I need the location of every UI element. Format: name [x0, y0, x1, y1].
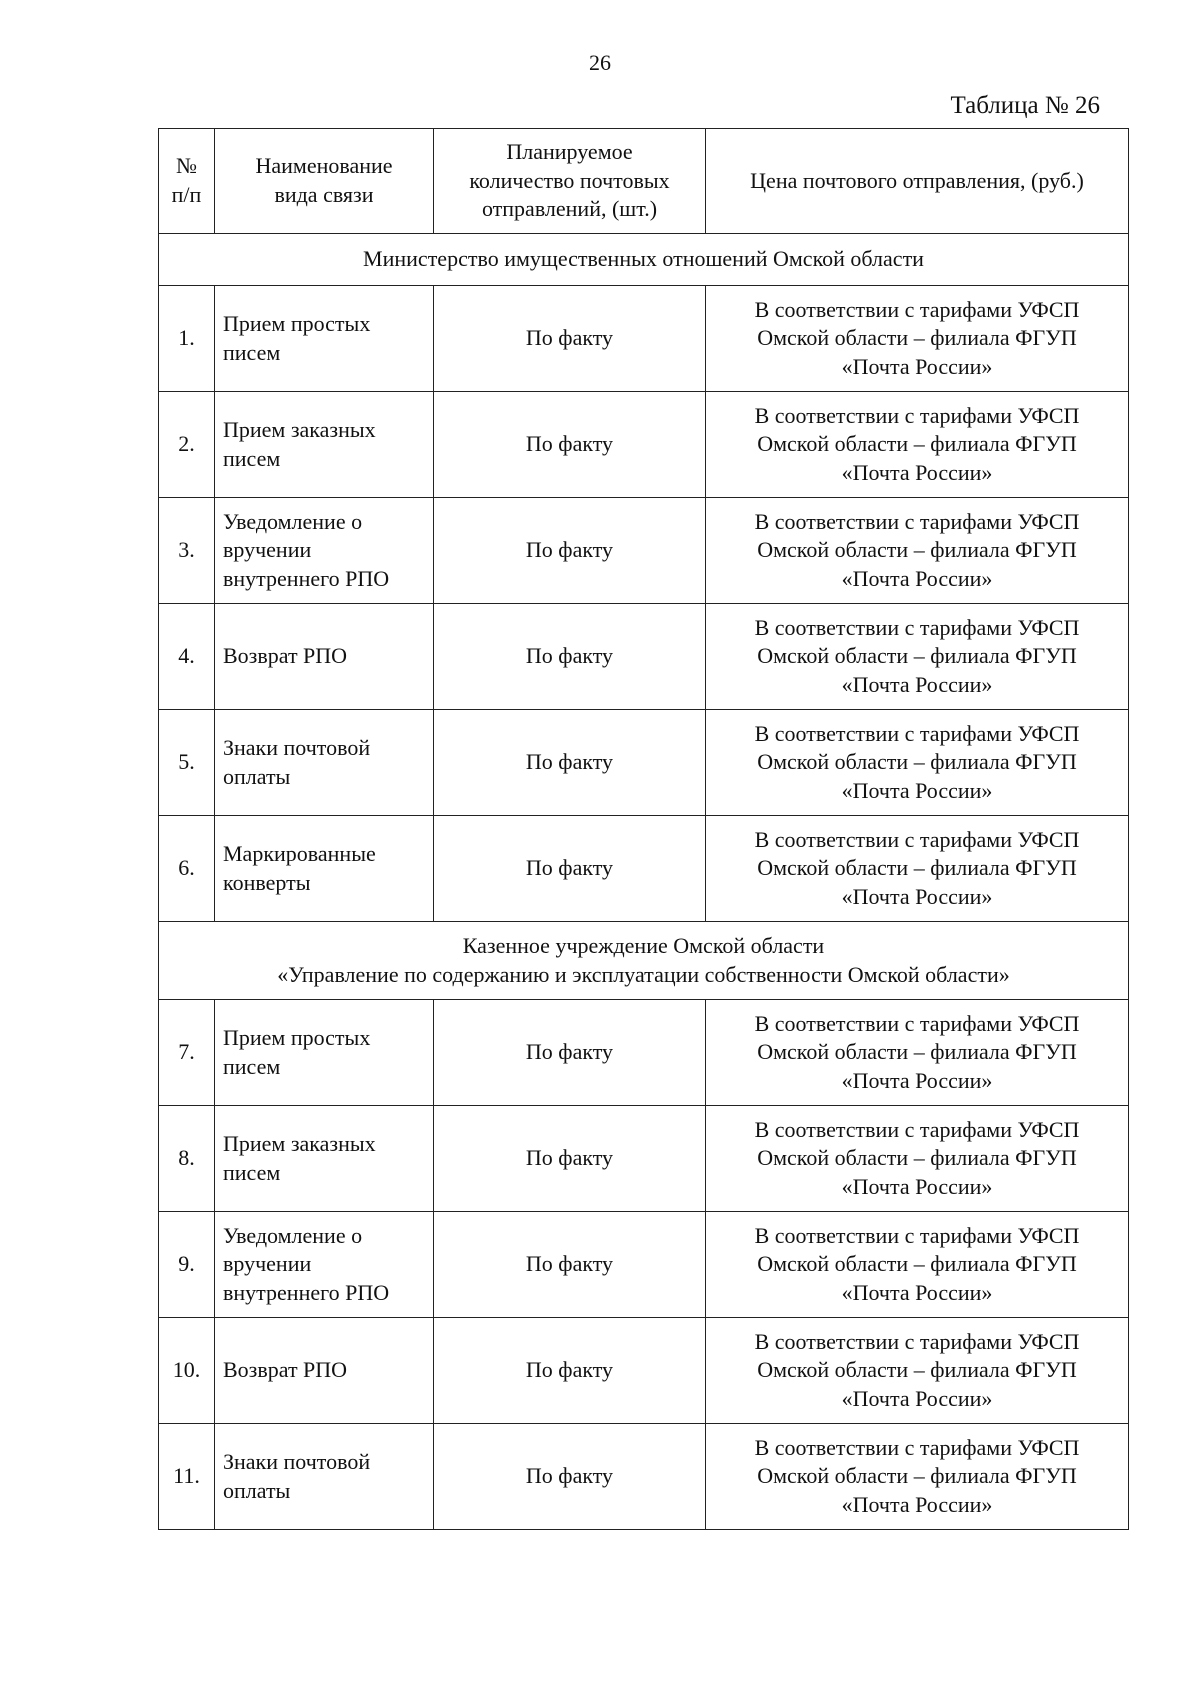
- planned-quantity: По факту: [434, 286, 706, 392]
- planned-quantity: По факту: [434, 392, 706, 498]
- planned-quantity: По факту: [434, 1000, 706, 1106]
- service-name: Уведомление о вручении внутреннего РПО: [215, 1212, 434, 1318]
- row-number: 9.: [159, 1212, 215, 1318]
- header-qty: Планируемое количество почтовых отправлений, (шт.): [434, 129, 706, 234]
- table-row: [159, 816, 1129, 922]
- row-number: 7.: [159, 1000, 215, 1106]
- planned-quantity: По факту: [434, 1212, 706, 1318]
- row-number: 1.: [159, 286, 215, 392]
- table-row: [159, 498, 1129, 604]
- tariff-table: [158, 128, 1129, 1530]
- planned-quantity: По факту: [434, 498, 706, 604]
- table-header-row: [159, 129, 1129, 234]
- planned-quantity: По факту: [434, 816, 706, 922]
- table-caption: Таблица № 26: [950, 92, 1100, 119]
- table-row: [159, 710, 1129, 816]
- service-name: Прием простых писем: [215, 1000, 434, 1106]
- price-note: В соответствии с тарифами УФСП Омской области – филиала ФГУП «Почта России»: [706, 816, 1129, 922]
- header-num: № п/п: [159, 129, 215, 234]
- row-number: 8.: [159, 1106, 215, 1212]
- section-header-row: [159, 234, 1129, 286]
- section-title: Министерство имущественных отношений Омской области: [159, 234, 1129, 286]
- table-row: [159, 1318, 1129, 1424]
- table-row: [159, 604, 1129, 710]
- service-name: Прием простых писем: [215, 286, 434, 392]
- section-title: Казенное учреждение Омской области «Управление по содержанию и эксплуатации собственности Омской области»: [159, 922, 1129, 1000]
- page-number: 26: [589, 50, 611, 75]
- planned-quantity: По факту: [434, 1318, 706, 1424]
- price-note: В соответствии с тарифами УФСП Омской области – филиала ФГУП «Почта России»: [706, 1318, 1129, 1424]
- row-number: 3.: [159, 498, 215, 604]
- price-note: В соответствии с тарифами УФСП Омской области – филиала ФГУП «Почта России»: [706, 392, 1129, 498]
- row-number: 5.: [159, 710, 215, 816]
- service-name: Прием заказных писем: [215, 1106, 434, 1212]
- service-name: Возврат РПО: [215, 604, 434, 710]
- price-note: В соответствии с тарифами УФСП Омской области – филиала ФГУП «Почта России»: [706, 1212, 1129, 1318]
- price-note: В соответствии с тарифами УФСП Омской области – филиала ФГУП «Почта России»: [706, 1424, 1129, 1530]
- price-note: В соответствии с тарифами УФСП Омской области – филиала ФГУП «Почта России»: [706, 710, 1129, 816]
- planned-quantity: По факту: [434, 1106, 706, 1212]
- row-number: 10.: [159, 1318, 215, 1424]
- service-name: Уведомление о вручении внутреннего РПО: [215, 498, 434, 604]
- table-row: [159, 1212, 1129, 1318]
- planned-quantity: По факту: [434, 1424, 706, 1530]
- table-row: [159, 1106, 1129, 1212]
- table-row: [159, 392, 1129, 498]
- price-note: В соответствии с тарифами УФСП Омской области – филиала ФГУП «Почта России»: [706, 604, 1129, 710]
- service-name: Возврат РПО: [215, 1318, 434, 1424]
- planned-quantity: По факту: [434, 604, 706, 710]
- table-body: [159, 234, 1129, 1530]
- price-note: В соответствии с тарифами УФСП Омской области – филиала ФГУП «Почта России»: [706, 1106, 1129, 1212]
- service-name: Прием заказных писем: [215, 392, 434, 498]
- price-note: В соответствии с тарифами УФСП Омской области – филиала ФГУП «Почта России»: [706, 286, 1129, 392]
- planned-quantity: По факту: [434, 710, 706, 816]
- header-name: Наименование вида связи: [215, 129, 434, 234]
- row-number: 11.: [159, 1424, 215, 1530]
- row-number: 6.: [159, 816, 215, 922]
- table-row: [159, 286, 1129, 392]
- table-row: [159, 1000, 1129, 1106]
- row-number: 2.: [159, 392, 215, 498]
- price-note: В соответствии с тарифами УФСП Омской области – филиала ФГУП «Почта России»: [706, 1000, 1129, 1106]
- service-name: Маркированные конверты: [215, 816, 434, 922]
- service-name: Знаки почтовой оплаты: [215, 1424, 434, 1530]
- section-header-row: [159, 922, 1129, 1000]
- table-row: [159, 1424, 1129, 1530]
- row-number: 4.: [159, 604, 215, 710]
- service-name: Знаки почтовой оплаты: [215, 710, 434, 816]
- price-note: В соответствии с тарифами УФСП Омской области – филиала ФГУП «Почта России»: [706, 498, 1129, 604]
- header-price: Цена почтового отправления, (руб.): [706, 129, 1129, 234]
